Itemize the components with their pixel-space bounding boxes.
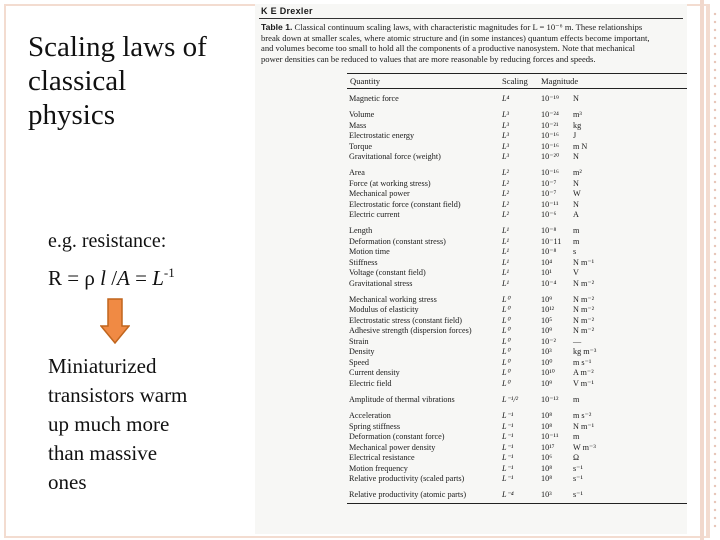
row-scaling: L⁻¹ [502, 463, 514, 473]
row-scaling: L⁰ [502, 378, 510, 388]
row-quantity: Deformation (constant stress) [349, 236, 446, 246]
table-row [347, 121, 687, 132]
row-scaling: L² [502, 168, 510, 178]
row-unit: V m⁻¹ [573, 378, 594, 388]
row-scaling: L⁻¹ [502, 474, 514, 484]
row-unit: W [573, 189, 581, 199]
row-magnitude: 10⁻¹⁶ [541, 131, 559, 141]
table-row [347, 474, 687, 485]
row-magnitude: 10⁻⁸ [541, 226, 557, 236]
table-row [347, 326, 687, 337]
row-quantity: Motion time [349, 247, 390, 257]
row-scaling: L⁰ [502, 305, 510, 315]
down-arrow-icon [100, 298, 130, 344]
row-magnitude: 10⁰ [541, 357, 553, 367]
row-unit: kg [573, 120, 582, 130]
row-magnitude: 10³ [541, 490, 552, 500]
example-label: e.g. resistance: [48, 230, 167, 252]
table-row [347, 453, 687, 464]
table-row [347, 411, 687, 422]
row-quantity: Mechanical power density [349, 442, 436, 452]
row-magnitude: 10¹⁷ [541, 442, 555, 452]
row-quantity: Current density [349, 368, 400, 378]
row-quantity: Mechanical power [349, 189, 410, 199]
row-magnitude: 10⁻²⁴ [541, 110, 559, 120]
row-scaling: L² [502, 210, 510, 220]
row-scaling: L⁰ [502, 315, 510, 325]
row-scaling: L⁰ [502, 294, 510, 304]
formula-lhs: R = ρ [48, 266, 101, 290]
row-scaling: L⁻¹ [502, 432, 514, 442]
note-line: ones [48, 470, 87, 494]
caption-line: and volumes become too small to hold all the components of a productive nanosystem. Note that mechanical [261, 43, 635, 54]
row-quantity: Volume [349, 110, 375, 120]
row-magnitude: 10⁻²¹ [541, 120, 559, 130]
title-line: Scaling laws of [28, 31, 207, 63]
row-quantity: Electrostatic energy [349, 131, 415, 141]
formula-scale: L [152, 266, 164, 290]
formula-equals: = [129, 266, 153, 290]
row-scaling: L¹ [502, 247, 510, 257]
table-row [347, 142, 687, 153]
row-scaling: L⁻¹/² [502, 395, 519, 404]
row-magnitude: 10⁻²⁰ [541, 152, 560, 162]
row-magnitude: 10⁻⁸ [541, 247, 557, 257]
row-unit: N m⁻² [573, 315, 595, 325]
row-quantity: Adhesive strength (dispersion forces) [349, 326, 472, 336]
table-row [347, 443, 687, 454]
row-unit: m [573, 432, 580, 442]
formula-area: A [117, 266, 130, 290]
row-quantity: Density [349, 347, 375, 357]
row-scaling: L⁻⁴ [502, 490, 514, 500]
row-scaling: L¹ [502, 268, 510, 278]
row-unit: m s⁻¹ [573, 357, 592, 367]
table-row [347, 432, 687, 443]
row-unit: N m⁻² [573, 294, 595, 304]
row-quantity: Electric field [349, 378, 392, 388]
row-quantity: Gravitational stress [349, 278, 413, 288]
row-quantity: Gravitational force (weight) [349, 152, 441, 162]
row-quantity: Relative productivity (atomic parts) [349, 490, 467, 500]
row-unit: s⁻¹ [573, 474, 583, 484]
row-scaling: L⁰ [502, 326, 510, 336]
row-unit: W m⁻³ [573, 442, 596, 452]
row-scaling: L³ [502, 110, 510, 120]
row-magnitude: 10⁹ [541, 294, 553, 304]
row-quantity: Magnetic force [349, 94, 399, 103]
row-quantity: Torque [349, 141, 373, 151]
row-unit: m [573, 226, 580, 236]
decorative-dots [712, 10, 718, 530]
row-unit: m N [573, 141, 588, 151]
row-magnitude: 10⁸ [541, 463, 553, 473]
row-scaling: L⁻¹ [502, 453, 514, 463]
row-quantity: Mechanical working stress [349, 294, 437, 304]
row-scaling: L² [502, 178, 510, 188]
row-unit: N [573, 178, 579, 188]
header-rule [259, 18, 683, 19]
row-unit: N [573, 199, 579, 209]
title-line: classical [28, 65, 127, 97]
title-line: physics [28, 99, 115, 131]
table-row [347, 179, 687, 190]
column-header-scaling: Scaling [502, 76, 528, 86]
table-row [347, 168, 687, 179]
row-unit: J [573, 131, 577, 141]
row-quantity: Stiffness [349, 257, 378, 267]
row-magnitude: 10⁻⁷ [541, 178, 557, 188]
row-unit: N m⁻² [573, 278, 595, 288]
row-scaling: L¹ [502, 226, 510, 236]
caption-lead: Table 1. [261, 22, 293, 32]
row-magnitude: 10⁻¹⁹ [541, 94, 559, 103]
table-row [347, 210, 687, 221]
row-unit: kg m⁻³ [573, 347, 597, 357]
table-row [347, 152, 687, 163]
row-magnitude: 10³ [541, 347, 552, 357]
row-scaling: L⁰ [502, 357, 510, 367]
row-quantity: Deformation (constant force) [349, 432, 445, 442]
row-unit: N [573, 94, 579, 103]
row-unit: A m⁻² [573, 368, 594, 378]
table-top-rule [347, 73, 687, 74]
row-quantity: Acceleration [349, 411, 391, 421]
table-row [347, 368, 687, 379]
row-quantity: Speed [349, 357, 370, 367]
table-row [347, 110, 687, 121]
table-row [347, 131, 687, 142]
note-line: Miniaturized [48, 354, 157, 378]
row-magnitude: 10¹ [541, 268, 552, 278]
scanned-table-image [255, 4, 687, 534]
row-magnitude: 10⁻¹⁶ [541, 141, 559, 151]
row-unit: Ω [573, 453, 580, 463]
row-magnitude: 10⁻⁷ [541, 189, 557, 199]
row-scaling: L⁴ [502, 94, 510, 103]
note-line: than massive [48, 441, 158, 465]
row-magnitude: 10⁻⁴ [541, 278, 557, 288]
row-scaling: L² [502, 189, 510, 199]
row-scaling: L⁻¹ [502, 421, 514, 431]
table-row [347, 189, 687, 200]
table-row [347, 379, 687, 390]
slide-frame-edge [700, 0, 704, 540]
row-unit: N [573, 152, 579, 162]
column-header-quantity: Quantity [350, 76, 381, 86]
table-row [347, 337, 687, 348]
row-scaling: L³ [502, 141, 510, 151]
row-unit: N m⁻¹ [573, 257, 595, 267]
column-header-magnitude: Magnitude [541, 76, 579, 86]
row-unit: — [573, 336, 582, 346]
row-unit: s [573, 247, 577, 257]
table-bottom-rule [347, 503, 687, 504]
row-magnitude: 10⁻11 [541, 236, 562, 246]
row-quantity: Electrostatic force (constant field) [349, 199, 461, 209]
row-quantity: Motion frequency [349, 463, 408, 473]
row-scaling: L⁻¹ [502, 442, 514, 452]
row-magnitude: 10⁻⁶ [541, 210, 557, 220]
row-unit: s⁻¹ [573, 463, 583, 473]
caption-line: power densities can be reduced to values that are more reasonable by reducing forces and speeds. [261, 53, 596, 64]
row-magnitude: 10⁸ [541, 411, 553, 421]
table-row [347, 490, 687, 501]
row-unit: m [573, 236, 580, 246]
table-row [347, 316, 687, 327]
row-magnitude: 10¹⁰ [541, 368, 555, 378]
row-unit: m³ [573, 110, 582, 120]
row-unit: m [573, 395, 580, 404]
row-unit: N m⁻² [573, 305, 595, 315]
formula-length: l [100, 266, 106, 290]
row-unit: m s⁻² [573, 411, 592, 421]
conclusion-text [48, 352, 187, 497]
table-row [347, 422, 687, 433]
row-magnitude: 10⁹ [541, 326, 553, 336]
row-unit: V [573, 268, 579, 278]
table-header-rule [347, 88, 687, 89]
row-magnitude: 10⁻² [541, 336, 556, 346]
row-magnitude: 10⁻¹² [541, 395, 559, 404]
row-quantity: Force (at working stress) [349, 178, 431, 188]
table-caption [261, 22, 685, 64]
row-magnitude: 10⁻¹⁶ [541, 168, 559, 178]
row-unit: A [573, 210, 579, 220]
formula-divide: / [105, 266, 118, 290]
row-unit: s⁻¹ [573, 490, 583, 500]
row-scaling: L¹ [502, 257, 510, 267]
row-magnitude: 10⁻¹¹ [541, 199, 559, 209]
row-magnitude: 10¹² [541, 305, 555, 315]
row-unit: N m⁻¹ [573, 421, 595, 431]
table-row [347, 295, 687, 306]
row-quantity: Strain [349, 336, 369, 346]
formula-exponent: -1 [163, 265, 175, 280]
row-scaling: L⁻¹ [502, 411, 514, 421]
row-scaling: L⁰ [502, 347, 510, 357]
row-quantity: Voltage (constant field) [349, 268, 426, 278]
row-magnitude: 10⁸ [541, 421, 553, 431]
table-row [347, 347, 687, 358]
table-row [347, 279, 687, 290]
slide-title [28, 30, 207, 132]
row-quantity: Length [349, 226, 373, 236]
caption-line: Classical continuum scaling laws, with characteristic magnitudes for L = 10⁻⁶ m. These relationships [294, 22, 643, 32]
table-row [347, 258, 687, 269]
row-unit: m² [573, 168, 582, 178]
row-magnitude: 10⁴ [541, 257, 553, 267]
row-quantity: Area [349, 168, 365, 178]
row-quantity: Mass [349, 120, 367, 130]
table-row [347, 200, 687, 211]
table-row [347, 305, 687, 316]
table-row [347, 94, 687, 105]
row-magnitude: 10⁶ [541, 453, 553, 463]
table-row [347, 268, 687, 279]
row-scaling: L⁰ [502, 336, 510, 346]
row-quantity: Relative productivity (scaled parts) [349, 474, 465, 484]
row-scaling: L⁰ [502, 368, 510, 378]
note-line: transistors warm [48, 383, 188, 407]
table-row [347, 247, 687, 258]
row-quantity: Electrostatic stress (constant field) [349, 315, 462, 325]
row-scaling: L¹ [502, 278, 510, 288]
row-scaling: L³ [502, 131, 510, 141]
row-scaling: L¹ [502, 236, 510, 246]
row-unit: N m⁻² [573, 326, 595, 336]
note-line: up much more [48, 412, 170, 436]
row-magnitude: 10⁻¹¹ [541, 432, 559, 442]
paper-author-header: K E Drexler [261, 6, 313, 16]
row-magnitude: 10⁹ [541, 378, 553, 388]
row-quantity: Electrical resistance [349, 453, 415, 463]
table-row [347, 237, 687, 248]
row-quantity: Electric current [349, 210, 400, 220]
row-magnitude: 10⁵ [541, 315, 553, 325]
table-row [347, 464, 687, 475]
table-row [347, 226, 687, 237]
row-quantity: Amplitude of thermal vibrations [349, 395, 455, 404]
table-row [347, 358, 687, 369]
row-scaling: L² [502, 199, 510, 209]
resistance-formula [48, 265, 175, 291]
row-quantity: Modulus of elasticity [349, 305, 419, 315]
caption-line: break down at smaller scales, where atomic structure and (in some instances) quantum effects become important, [261, 32, 650, 43]
row-magnitude: 10⁸ [541, 474, 553, 484]
row-quantity: Spring stiffness [349, 421, 401, 431]
table-row [347, 395, 687, 406]
row-scaling: L³ [502, 152, 510, 162]
row-scaling: L³ [502, 120, 510, 130]
